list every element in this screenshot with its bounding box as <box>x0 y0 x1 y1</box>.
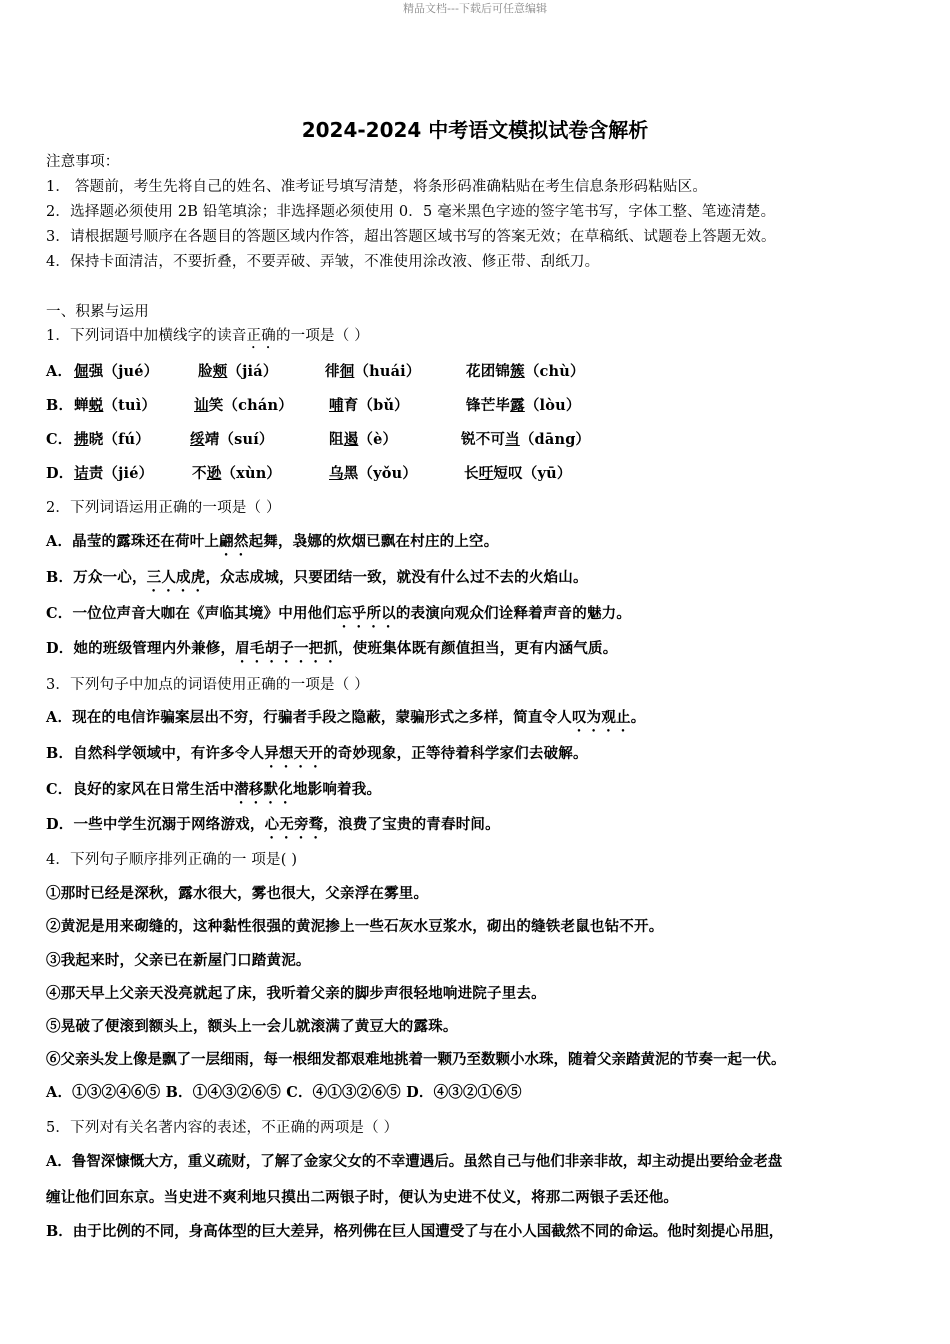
q4-sentence-6: ⑥父亲头发上像是飘了一层细雨，每一根细发都艰难地挑着一颗乃至数颗小水珠，随着父亲踏黄泥的节奏一起一伏。 <box>46 1051 786 1068</box>
q4-stem: 4．下列句子顺序排列正确的一 项是( ) <box>46 852 298 868</box>
q3-option-b: B．自然科学领域中，有许多令人异想天开的奇妙现象，正等待着科学家们去破解。 <box>46 745 588 762</box>
q3-option-a: A．现在的电信诈骗案层出不穷，行骗者手段之隐蔽，蒙骗形式之多样，简直令人叹为观止。 <box>46 709 646 726</box>
q4-sentence-2: ②黄泥是用来砌缝的，这种黏性很强的黄泥掺上一些石灰水豆浆水，砌出的缝铁老鼠也钻不开。 <box>46 918 664 935</box>
q1-option-row-a: A． 倔强（jué） 脸颊（jiá） 徘徊（huái） 花团锦簇（chù） <box>46 363 585 380</box>
q2-option-b: B．万众一心，三人成虎，众志成城，只要团结一致，就没有什么过不去的火焰山。 <box>46 569 588 586</box>
q1-option-row-c: C． 拂晓（fú） 绥靖（suí） 阻遏（è） 锐不可当（dāng） <box>46 431 591 448</box>
q3-option-d: D．一些中学生沉溺于网络游戏，心无旁骛，浪费了宝贵的青春时间。 <box>46 816 500 833</box>
q5-option-b-line-1: B．由于比例的不同，身高体型的巨大差异，格列佛在巨人国遭受了与在小人国截然不同的命运。他时刻提心吊胆， <box>46 1223 784 1240</box>
q4-sentence-4: ④那天早上父亲天没亮就起了床，我听着父亲的脚步声很轻地响进院子里去。 <box>46 985 546 1002</box>
q2-stem: 2．下列词语运用正确的一项是（ ） <box>46 500 281 516</box>
notice-heading: 注意事项： <box>46 154 120 170</box>
notice-item-2: 2．选择题必须使用 2B 铅笔填涂；非选择题必须使用 0．5 毫米黑色字迹的签字笔书写，字体工整、笔迹清楚。 <box>46 204 776 220</box>
q5-option-a-line-2: 缠让他们回东京。当史进不爽利地只摸出二两银子时，便认为史进不仗义，将那二两银子丢还他。 <box>46 1189 679 1206</box>
q1-stem: 1．下列词语中加横线字的读音正确的一项是（ ） <box>46 328 369 344</box>
q5-option-a-line-1: A．鲁智深慷慨大方，重义疏财，了解了金家父女的不幸遭遇后。虽然自己与他们非亲非故，却主动提出要给金老盘 <box>46 1153 783 1170</box>
q1-option-row-b: B． 蝉蜕（tuì） 讪笑（chán） 哺育（bǔ） 锋芒毕露（lòu） <box>46 397 581 414</box>
q4-choices: A．①③②④⑥⑤ B．①④③②⑥⑤ C．④①③②⑥⑤ D．④③②①⑥⑤ <box>46 1084 522 1101</box>
q4-sentence-1: ①那时已经是深秋，露水很大，雾也很大，父亲浮在雾里。 <box>46 885 429 902</box>
q1-option-row-d: D． 诘责（jié） 不逊（xùn） 乌黑（yǒu） 长吁短叹（yū） <box>46 465 572 482</box>
q4-sentence-5: ⑤晃破了便滚到额头上，额头上一会儿就滚满了黄豆大的露珠。 <box>46 1018 458 1035</box>
section-heading: 一、积累与运用 <box>46 304 149 320</box>
q2-option-c: C．一位位声音大咖在《声临其境》中用他们忘乎所以的表演向观众们诠释着声音的魅力。 <box>46 605 632 622</box>
q5-stem: 5．下列对有关名著内容的表述，不正确的两项是（ ） <box>46 1120 399 1136</box>
page-title: 2024-2024 中考语文模拟试卷含解析 <box>301 118 649 142</box>
q4-sentence-3: ③我起来时，父亲已在新屋门口踏黄泥。 <box>46 952 311 969</box>
notice-item-4: 4．保持卡面清洁，不要折叠，不要弄破、弄皱，不准使用涂改液、修正带、刮纸刀。 <box>46 254 600 270</box>
q2-option-a: A．晶莹的露珠还在荷叶上翩然起舞，袅娜的炊烟已飘在村庄的上空。 <box>46 533 499 550</box>
page-header: 精品文档---下载后可任意编辑 <box>403 2 547 15</box>
notice-item-1: 1． 答题前，考生先将自己的姓名、准考证号填写清楚，将条形码准确粘贴在考生信息条形码粘贴区。 <box>46 179 708 195</box>
q3-stem: 3．下列句子中加点的词语使用正确的一项是（ ） <box>46 677 369 693</box>
q3-option-c: C．良好的家风在日常生活中潜移默化地影响着我。 <box>46 781 382 798</box>
notice-item-3: 3．请根据题号顺序在各题目的答题区域内作答，超出答题区域书写的答案无效；在草稿纸、试题卷上答题无效。 <box>46 229 776 245</box>
q2-option-d: D．她的班级管理内外兼修，眉毛胡子一把抓，使班集体既有颜值担当，更有内涵气质。 <box>46 640 618 657</box>
